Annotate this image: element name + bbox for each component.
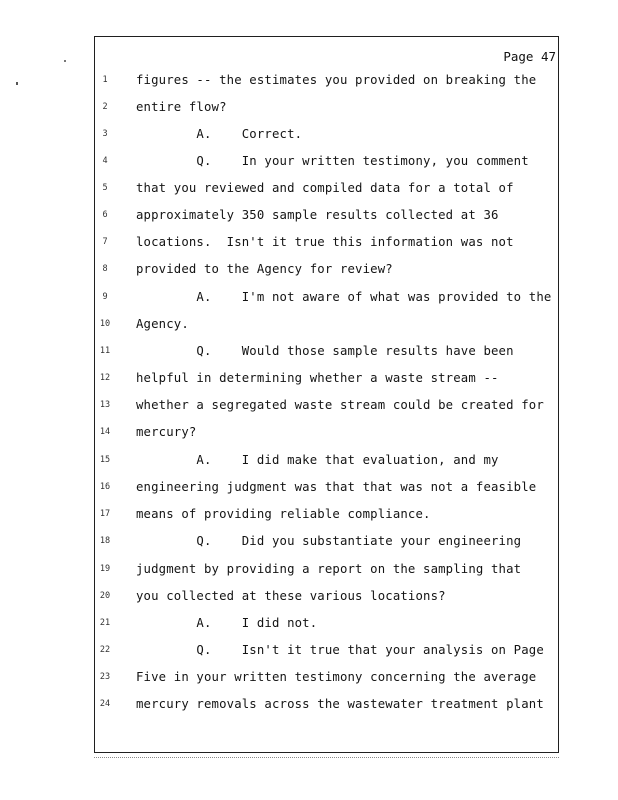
line-number: 20 xyxy=(99,591,111,601)
transcript-line xyxy=(0,507,618,527)
line-number: 12 xyxy=(99,373,111,383)
page-number: Page 47 xyxy=(503,49,556,64)
line-text: engineering judgment was that that was not a feasible xyxy=(136,480,537,494)
line-text: Agency. xyxy=(136,317,189,331)
transcript-line xyxy=(0,398,618,418)
line-number: 8 xyxy=(102,264,108,274)
line-number: 3 xyxy=(102,129,108,139)
line-text: mercury? xyxy=(136,425,197,439)
line-number: 2 xyxy=(102,102,108,112)
line-text: Q. In your written testimony, you comment xyxy=(136,154,529,168)
transcript-line xyxy=(0,235,618,255)
transcript-line xyxy=(0,616,618,636)
page-bottom-rule xyxy=(94,757,559,758)
line-number: 5 xyxy=(102,183,108,193)
line-text: Q. Did you substantiate your engineering xyxy=(136,534,522,548)
line-text: A. I did make that evaluation, and my xyxy=(136,453,499,467)
line-text: A. I did not. xyxy=(136,616,318,630)
transcript-line xyxy=(0,643,618,663)
line-text: means of providing reliable compliance. xyxy=(136,507,431,521)
line-text: A. I'm not aware of what was provided to the xyxy=(136,290,552,304)
line-number: 22 xyxy=(99,645,111,655)
line-number: 10 xyxy=(99,319,111,329)
line-text: Q. Isn't it true that your analysis on Page xyxy=(136,643,544,657)
line-text: that you reviewed and compiled data for a total of xyxy=(136,181,514,195)
line-number: 17 xyxy=(99,509,111,519)
transcript-line xyxy=(0,290,618,310)
line-text: approximately 350 sample results collected at 36 xyxy=(136,208,499,222)
line-number: 9 xyxy=(102,292,108,302)
transcript-line xyxy=(0,425,618,445)
transcript-line xyxy=(0,208,618,228)
line-number: 13 xyxy=(99,400,111,410)
line-text: provided to the Agency for review? xyxy=(136,262,393,276)
line-text: helpful in determining whether a waste stream -- xyxy=(136,371,499,385)
line-number: 15 xyxy=(99,455,111,465)
transcript-line xyxy=(0,697,618,717)
line-text: Five in your written testimony concerning the average xyxy=(136,670,537,684)
line-number: 21 xyxy=(99,618,111,628)
line-text: figures -- the estimates you provided on breaking the xyxy=(136,73,537,87)
line-number: 14 xyxy=(99,427,111,437)
line-number: 16 xyxy=(99,482,111,492)
transcript-line xyxy=(0,371,618,391)
transcript-line xyxy=(0,562,618,582)
transcript-line xyxy=(0,534,618,554)
line-number: 11 xyxy=(99,346,111,356)
transcript-line xyxy=(0,670,618,690)
line-text: A. Correct. xyxy=(136,127,303,141)
transcript-line xyxy=(0,480,618,500)
line-number: 6 xyxy=(102,210,108,220)
line-text: judgment by providing a report on the sampling that xyxy=(136,562,522,576)
transcript-line xyxy=(0,589,618,609)
transcript-line xyxy=(0,344,618,364)
line-text: Q. Would those sample results have been xyxy=(136,344,514,358)
line-text: mercury removals across the wastewater treatment plant xyxy=(136,697,544,711)
line-text: locations. Isn't it true this information was not xyxy=(136,235,514,249)
transcript-line xyxy=(0,154,618,174)
line-text: entire flow? xyxy=(136,100,227,114)
transcript-line xyxy=(0,73,618,93)
transcript-line xyxy=(0,317,618,337)
transcript-line xyxy=(0,100,618,120)
transcript-line xyxy=(0,181,618,201)
line-number: 7 xyxy=(102,237,108,247)
scan-speck xyxy=(64,60,66,62)
line-number: 1 xyxy=(102,75,108,85)
line-number: 23 xyxy=(99,672,111,682)
line-text: you collected at these various locations? xyxy=(136,589,446,603)
transcript-line xyxy=(0,453,618,473)
line-text: whether a segregated waste stream could be created for xyxy=(136,398,544,412)
line-number: 4 xyxy=(102,156,108,166)
line-number: 24 xyxy=(99,699,111,709)
transcript-line xyxy=(0,262,618,282)
transcript-line xyxy=(0,127,618,147)
line-number: 18 xyxy=(99,536,111,546)
line-number: 19 xyxy=(99,564,111,574)
